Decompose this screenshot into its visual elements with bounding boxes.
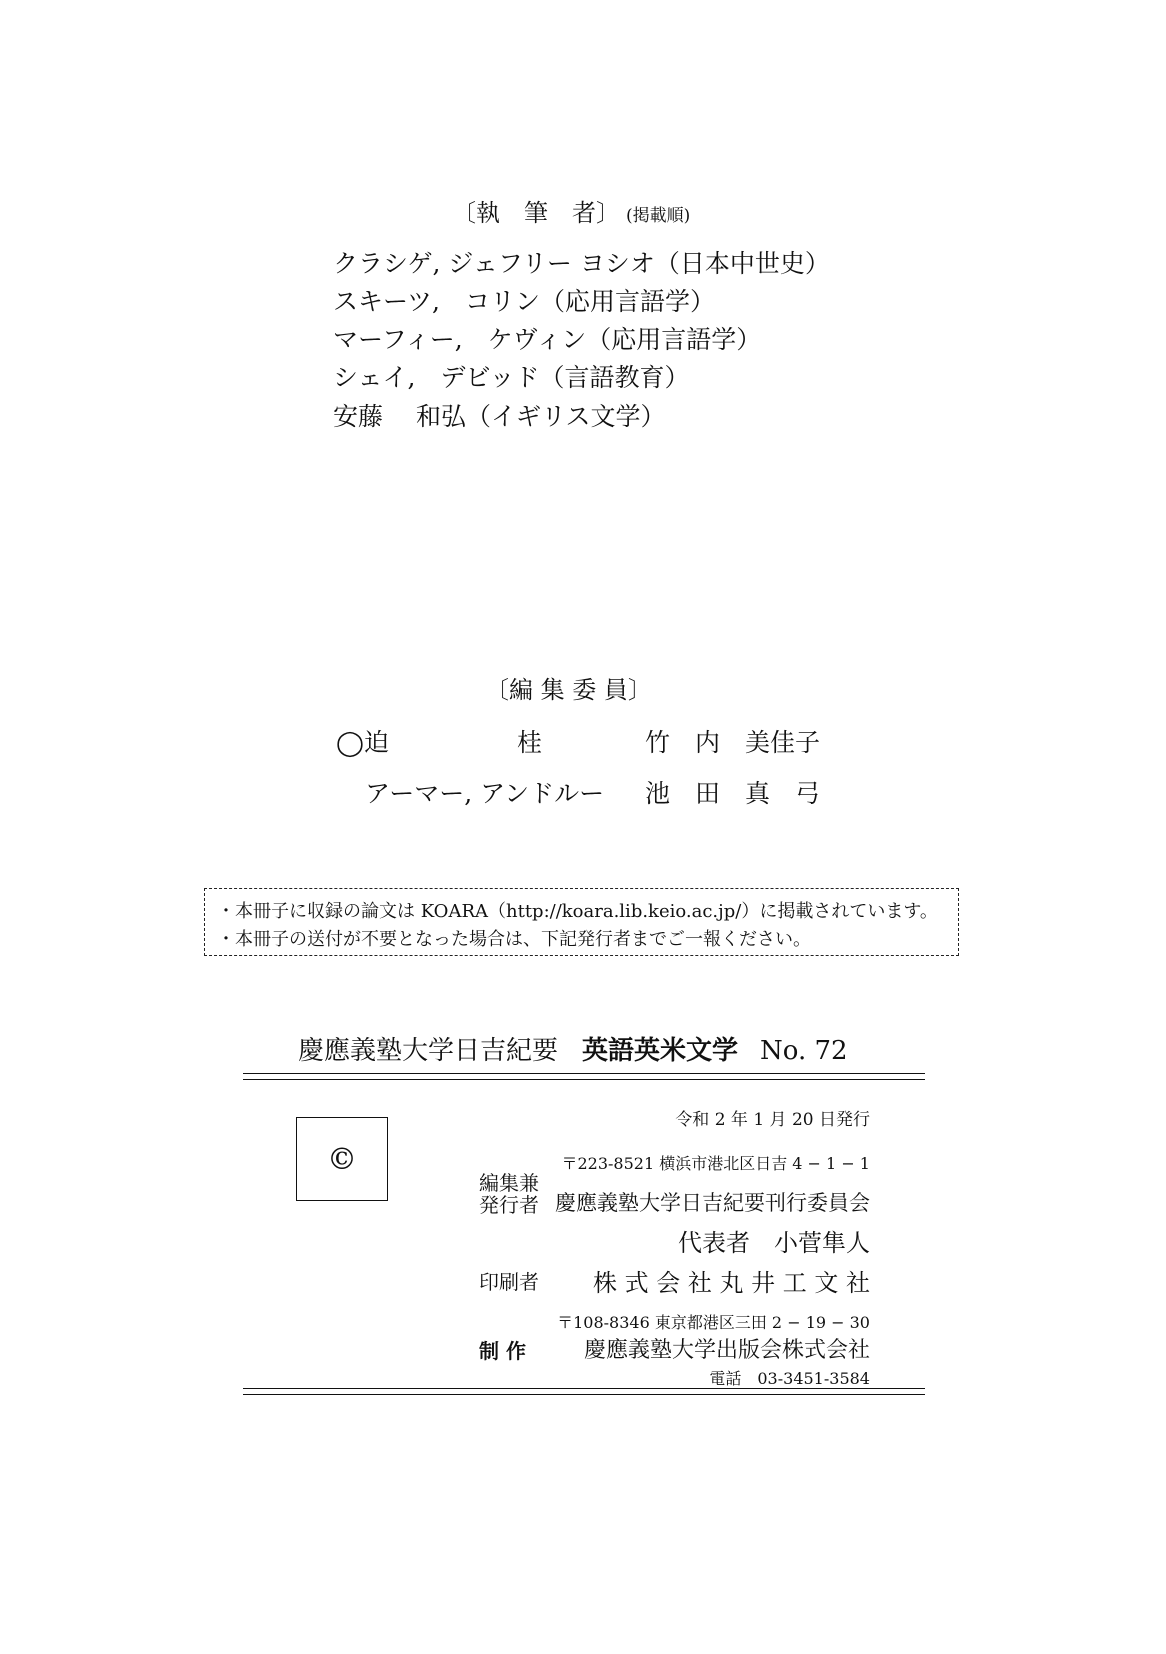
editor-name: 竹 内 美佳子 [645,728,821,757]
journal-title-line [298,1030,848,1067]
issue-date: 令和 2 年 1 月 20 日発行 [675,1110,870,1130]
bottom-double-rule [243,1388,925,1395]
printer-name: 株 式 会 社 丸 井 工 文 社 [592,1269,870,1297]
top-double-rule [243,1073,925,1080]
producer-name: 慶應義塾大学出版会株式会社 [583,1338,870,1363]
author-item: クラシゲ, ジェフリー ヨシオ（日本中世史） [333,249,830,278]
authors-heading-title: 〔執 筆 者〕 [452,199,620,227]
author-item: シェイ, デビッド（言語教育） [333,363,690,392]
editor-name: 池 田 真 弓 [645,779,821,808]
authors-heading-note: (掲載順) [626,206,691,226]
author-item: マーフィー, ケヴィン（応用言語学） [333,325,762,354]
phone: 電話 03-3451-3584 [709,1369,870,1388]
publisher-address: 〒223-8521 横浜市港北区日吉 4 − 1 − 1 [561,1154,870,1173]
journal-name: 慶應義塾大学日吉紀要 [298,1036,559,1066]
notice-box [204,888,959,956]
publisher-label [479,1172,539,1216]
producer-address: 〒108-8346 東京都港区三田 2 − 19 − 30 [557,1313,870,1332]
editor-name: ◯迫 [336,728,389,757]
publisher-label-line: 発行者 [479,1193,539,1217]
author-item: スキーツ, コリン（応用言語学） [333,287,715,316]
journal-number: No. 72 [760,1036,848,1066]
editors-heading: 〔編 集 委 員〕 [485,676,652,704]
copyright-box [296,1117,388,1201]
journal-series: 英語英米文学 [582,1036,739,1066]
editor-name: アーマー, アンドルー [365,779,605,808]
producer-label: 制 作 [479,1339,526,1363]
publisher-label-line: 編集兼 [479,1171,539,1195]
publisher-name: 慶應義塾大学日吉紀要刊行委員会 [555,1191,870,1215]
printer-label: 印刷者 [479,1270,539,1294]
representative: 代表者 小菅隼人 [678,1229,870,1257]
notice-line: ・本冊子の送付が不要となった場合は、下記発行者までご一報ください。 [217,929,811,950]
authors-heading [452,193,690,228]
notice-line: ・本冊子に収録の論文は KOARA（http://koara.lib.keio.ac.jp/）に掲載されています。 [217,901,938,922]
author-item: 安藤 和弘（イギリス文学） [333,402,666,431]
editor-name: 桂 [517,728,543,757]
copyright-symbol: © [327,1141,357,1177]
